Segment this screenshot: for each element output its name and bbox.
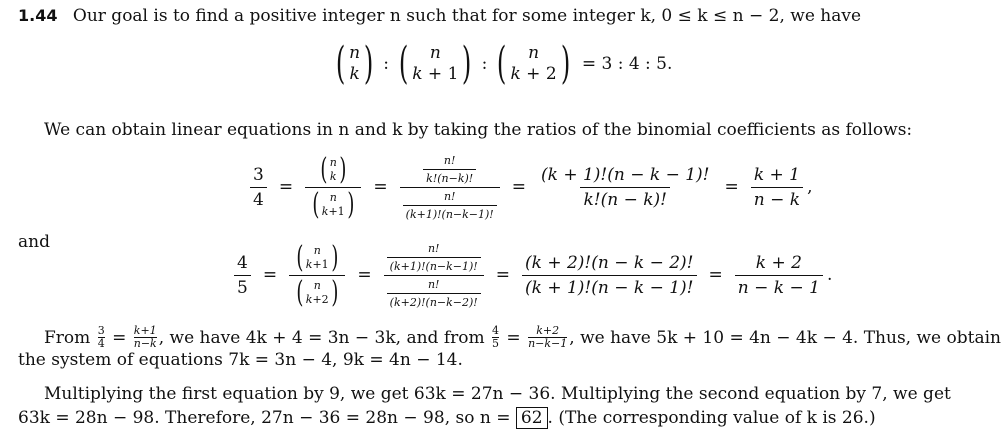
equation-ratio-3-4: $\frac{3}{4}$ = ( n k ) ( n k+1 ) = $\frac{\frac{n!}{k!(n-k)!}}{\frac{n!}{(k+1)!(n-k-1)!}}$ = $\frac{(k + 1)!(n - k - 1)!}{k!(n - k)!}$ = $\frac{k + 1}{n - k}$ ,: [246, 152, 812, 222]
fraction-binom-ratio: ( n k ) ( n k+1 ): [305, 155, 361, 220]
fraction-4-5: $\frac{4}{5}$: [234, 253, 251, 298]
trailing-period: .: [826, 265, 833, 285]
word-and: and: [18, 232, 50, 252]
linear-equations-text: We can obtain linear equations in n and k by taking the ratios of the binomial coefficients as follows:: [44, 120, 913, 140]
trailing-comma: ,: [807, 177, 813, 197]
inline-frac-3-4: $\frac{3}{4}$: [97, 324, 105, 350]
fraction-binom-ratio-2: ( n k+1 ) ( n k+2 ): [289, 243, 345, 308]
answer-box: 62: [516, 407, 548, 429]
fraction-simplified: $\frac{(k + 1)!(n - k - 1)!}{k!(n - k)!}$: [540, 164, 710, 210]
binom-n-k2: ( n k + 2 ): [497, 38, 570, 89]
binom-n-k: ( n k ): [335, 38, 374, 89]
fraction-factorials-2: $\frac{\frac{n!}{(k+1)!(n-k-1)!}}{\frac{n!}{(k+2)!(n-k-2)!}}$: [384, 242, 484, 309]
fraction-simplified-2: $\frac{(k + 2)!(n - k - 2)!}{(k + 1)!(n - k - 1)!}$: [522, 253, 697, 298]
fraction-3-4: $\frac{3}{4}$: [250, 165, 267, 210]
fraction-factorials: $\frac{\frac{n!}{k!(n-k)!}}{\frac{n!}{(k+1)!(n-k-1)!}}$: [400, 154, 500, 221]
inline-frac-4-5: $\frac{4}{5}$: [492, 324, 500, 350]
inline-frac-k1: $\frac{k+1}{n-k}$: [133, 324, 157, 350]
fraction-result: $\frac{k + 1}{n - k}$: [751, 165, 803, 210]
problem-number: 1.44: [18, 6, 58, 25]
problem-intro-text: Our goal is to find a positive integer n such that for some integer k, 0 ≤ k ≤ n − 2, we have: [72, 6, 862, 26]
fraction-result-2: $\frac{k + 2}{n - k - 1}$: [735, 253, 823, 298]
equation-ratio-binomials: ( n k ) : ( n k + 1 ) : ( n k + 2 ) = 3 : 4 : 5.: [330, 42, 672, 86]
ratio-values: = 3 : 4 : 5.: [581, 54, 673, 74]
inline-frac-k2: $\frac{k+2}{n-k-1}$: [528, 324, 568, 350]
para4-line2: 63k = 28n − 98. Therefore, 27n − 36 = 28n − 98, so n = 62 . (The corresponding value of k is 26.): [18, 408, 876, 428]
problem-intro-line: [18, 6, 861, 26]
binom-n-k1: ( n k + 1 ): [398, 38, 472, 89]
para3-line1: From $\frac{3}{4}$ = $\frac{k+1}{n-k}$ , we have 4k + 4 = 3n − 3k, and from $\frac{4}{5}$ = $\frac{k+2}{n-k-1}$ , we have 5k + 10 = 4n − 4k − 4. Thus, we obtain: [44, 324, 1001, 350]
para4-line1: Multiplying the first equation by 9, we get 63k = 27n − 36. Multiplying the second equation by 7, we get: [44, 384, 951, 404]
para3-line2: the system of equations 7k = 3n − 4, 9k = 4n − 14.: [18, 350, 463, 370]
equation-ratio-4-5: $\frac{4}{5}$ = ( n k+1 ) ( n k+2 ) = $\frac{\frac{n!}{(k+1)!(n-k-1)!}}{\frac{n!}{(k+2)!(n-k-2)!}}$ = $\frac{(k + 2)!(n - k - 2)!}{(k + 1)!(n - k - 1)!}$ = $\frac{k + 2}{n - k - 1}$ .: [230, 240, 832, 310]
